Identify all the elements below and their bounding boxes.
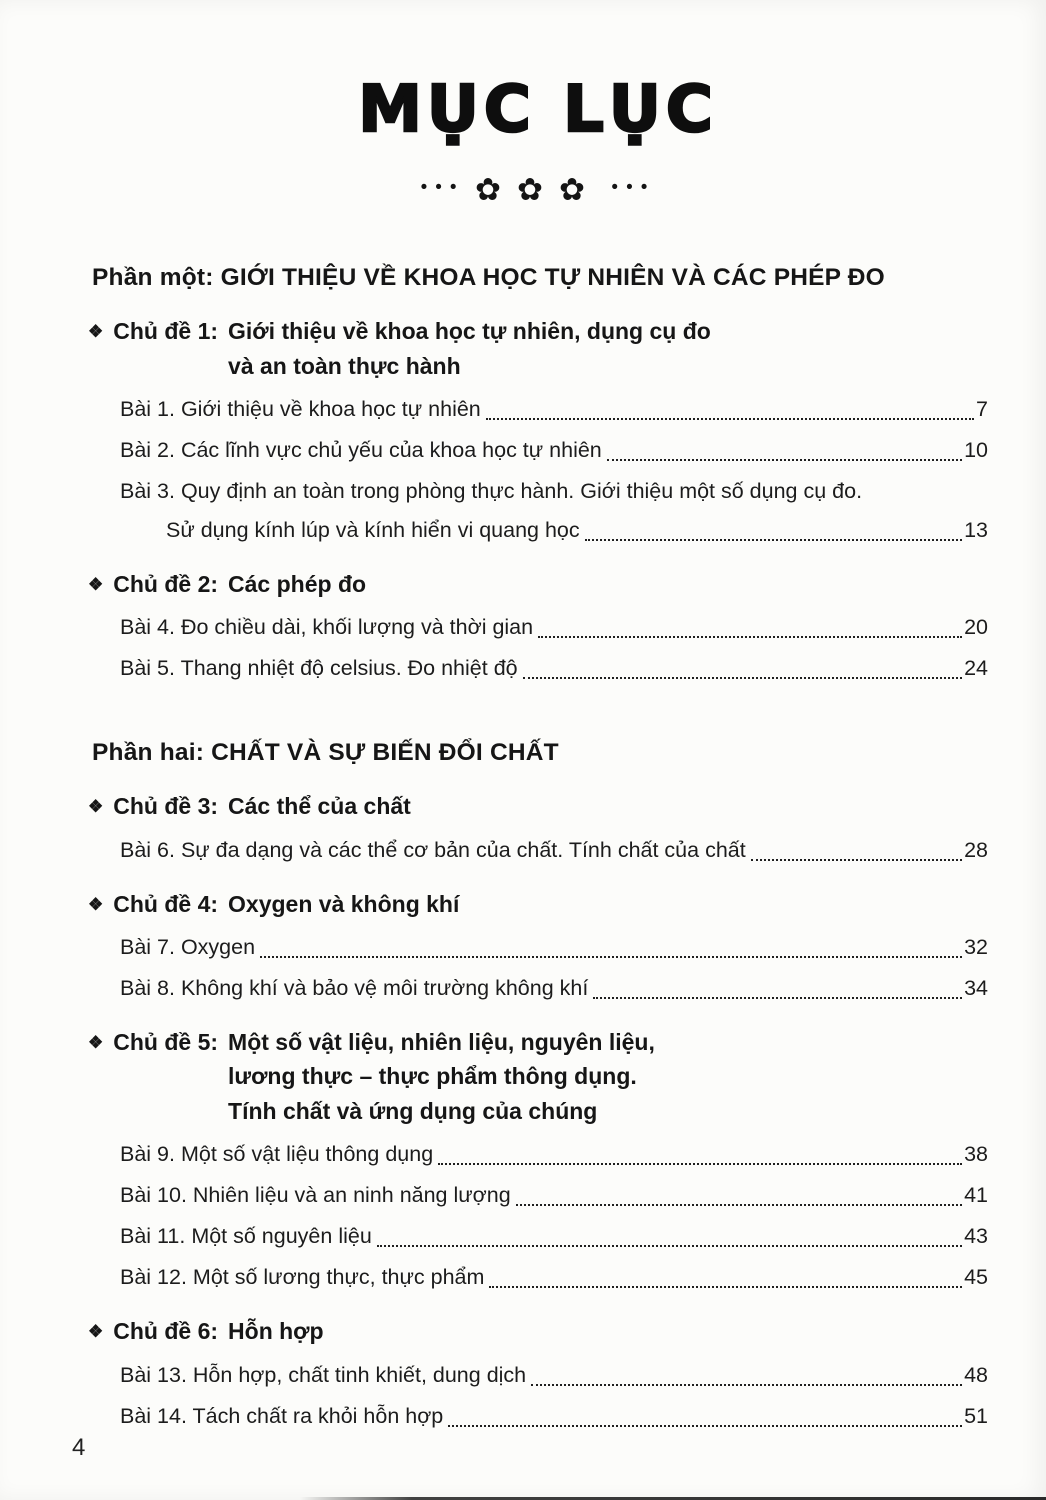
chapter-label: Chủ đề 6: [113, 1318, 219, 1345]
chapter-marker-icon: ❖ [88, 574, 104, 594]
toc-entry [120, 1403, 988, 1431]
chapter-title-line: Các phép đo [228, 570, 367, 597]
chapter-label: Chủ đề 5: [113, 1028, 219, 1055]
toc-entry [120, 396, 988, 424]
chapter-label: Chủ đề 2: [113, 570, 219, 597]
chapter-label: Chủ đề 1: [113, 318, 219, 344]
toc-entry [120, 975, 988, 1003]
ornament [88, 172, 988, 208]
toc-entry-page: 34 [964, 976, 988, 1000]
toc-entry-text: Bài 8. Không khí và bảo vệ môi trường không khí [120, 976, 589, 1000]
chapter-heading [88, 314, 988, 383]
chapter-marker-icon: ❖ [88, 1322, 104, 1342]
toc-entry-text: Bài 13. Hỗn hợp, chất tinh khiết, dung dịch [120, 1362, 527, 1387]
toc-entry-page: 24 [964, 656, 988, 681]
chapter-title [228, 1314, 988, 1349]
chapter-title [228, 887, 988, 922]
chapter-title-line: và an toàn thực hành [228, 352, 461, 379]
chapter-title-line: Một số vật liệu, nhiên liệu, nguyên liệu, [228, 1028, 655, 1055]
chapter [88, 887, 988, 1003]
dotted-leader [593, 997, 962, 999]
toc-entry-page: 45 [964, 1265, 988, 1290]
toc-entry-text: Bài 3. Quy định an toàn trong phòng thực hành. Giới thiệu một số dụng cụ đo. [120, 478, 863, 503]
toc-entry-text: Bài 6. Sự đa dạng và các thể cơ bản của chất. Tính chất của chất [120, 837, 746, 862]
dotted-leader [607, 459, 962, 461]
chapter-label: Chủ đề 3: [113, 793, 219, 820]
chapter-title [228, 1025, 988, 1129]
chapter-title-line: Tính chất và ứng dụng của chúng [228, 1097, 598, 1124]
part-heading [92, 739, 988, 767]
toc-entry-page: 41 [964, 1183, 988, 1208]
dotted-leader [516, 1204, 962, 1206]
chapter-title-line: Giới thiệu về khoa học tự nhiên, dụng cụ đo [228, 318, 711, 344]
toc-entry-text: Bài 11. Một số nguyên liệu [120, 1224, 372, 1249]
toc-entry-text: Bài 14. Tách chất ra khỏi hỗn hợp [120, 1403, 444, 1428]
toc-entry-text: Bài 10. Nhiên liệu và an ninh năng lượng [120, 1183, 511, 1208]
chapter-marker-icon: ❖ [88, 322, 104, 341]
dotted-leader [448, 1425, 962, 1427]
dotted-leader [751, 859, 962, 861]
toc-entry-page: 7 [976, 397, 988, 421]
dotted-leader [523, 677, 962, 679]
toc-entry [120, 437, 988, 465]
toc-entry [88, 478, 988, 545]
toc-entry [120, 1264, 988, 1292]
page-title: MỤC LỤC [358, 73, 718, 147]
toc-entry-page: 20 [964, 615, 988, 640]
dotted-leader [489, 1286, 962, 1288]
toc-entry-text: Bài 1. Giới thiệu về khoa học tự nhiên [120, 397, 481, 421]
toc-entry-continuation [166, 517, 988, 545]
chapter-title-line: Các thể của chất [228, 793, 411, 820]
toc-entry-text: Bài 12. Một số lương thực, thực phẩm [120, 1265, 485, 1290]
toc-entry-page: 43 [964, 1224, 988, 1249]
dotted-leader [438, 1163, 962, 1165]
flower-ornament-icon: ✿✿✿ [475, 172, 601, 207]
toc-entry-text: Bài 2. Các lĩnh vực chủ yếu của khoa học tự nhiên [120, 437, 602, 462]
toc-entry-page: 32 [964, 935, 988, 960]
dotted-leader [377, 1245, 962, 1247]
toc-entry [120, 1362, 988, 1390]
chapter-title-line: Oxygen và không khí [228, 890, 460, 917]
part-heading [92, 264, 988, 292]
chapter-heading [88, 887, 988, 922]
toc-entry-text: Bài 5. Thang nhiệt độ celsius. Đo nhiệt độ [120, 656, 518, 681]
chapter [88, 1314, 988, 1430]
toc-entry [120, 1141, 988, 1169]
toc-entry [120, 1223, 988, 1251]
toc-entry-page: 10 [964, 437, 988, 462]
dotted-leader [585, 539, 962, 541]
toc-entry-page: 28 [964, 837, 988, 862]
toc-entry-text: Sử dụng kính lúp và kính hiển vi quang học [166, 517, 580, 542]
chapter-heading [88, 789, 988, 824]
dotted-leader [486, 418, 974, 420]
toc-entry-page: 48 [964, 1362, 988, 1387]
page-number: 4 [72, 1434, 86, 1461]
chapter [88, 567, 988, 683]
part-section [88, 739, 988, 1430]
chapter [88, 1025, 988, 1292]
chapter-heading [88, 567, 988, 602]
toc-entry [120, 934, 988, 962]
toc-entry-page: 51 [964, 1403, 988, 1428]
chapter-marker-icon: ❖ [88, 1032, 104, 1052]
dotted-leader [260, 956, 962, 958]
toc-entry [120, 837, 988, 865]
toc-entry-page: 38 [964, 1142, 988, 1167]
part-title: CHẤT VÀ SỰ BIẾN ĐỔI CHẤT [211, 739, 559, 767]
part-label: Phần hai: [92, 739, 205, 767]
ornament-dots-left: ••• [420, 177, 465, 198]
part-title: GIỚI THIỆU VỀ KHOA HỌC TỰ NHIÊN VÀ CÁC PHÉP ĐO [220, 264, 885, 291]
chapter-title [228, 314, 988, 383]
chapter [88, 314, 988, 545]
dotted-leader [538, 636, 962, 638]
chapter [88, 789, 988, 864]
chapter-heading [88, 1314, 988, 1349]
chapter-marker-icon: ❖ [88, 894, 104, 914]
dotted-leader [531, 1384, 962, 1386]
toc-entry-text: Bài 4. Đo chiều dài, khối lượng và thời gian [120, 615, 534, 640]
chapter-title-line: Hỗn hợp [228, 1318, 324, 1345]
toc-entry [120, 614, 988, 642]
chapter-title [228, 789, 988, 824]
part-section [88, 264, 988, 683]
toc-entry-text: Bài 9. Một số vật liệu thông dụng [120, 1142, 434, 1167]
part-label: Phần một: [92, 264, 214, 291]
chapter-marker-icon: ❖ [88, 797, 104, 817]
toc-entry-page: 13 [964, 517, 988, 542]
chapter-label: Chủ đề 4: [113, 890, 219, 917]
toc-entry-text: Bài 7. Oxygen [120, 935, 256, 960]
chapter-heading [88, 1025, 988, 1129]
toc-entry [120, 655, 988, 683]
chapter-title [228, 567, 988, 602]
toc-entry [120, 1182, 988, 1210]
ornament-dots-right: ••• [611, 177, 656, 198]
chapter-title-line: lương thực – thực phẩm thông dụng. [228, 1063, 637, 1090]
